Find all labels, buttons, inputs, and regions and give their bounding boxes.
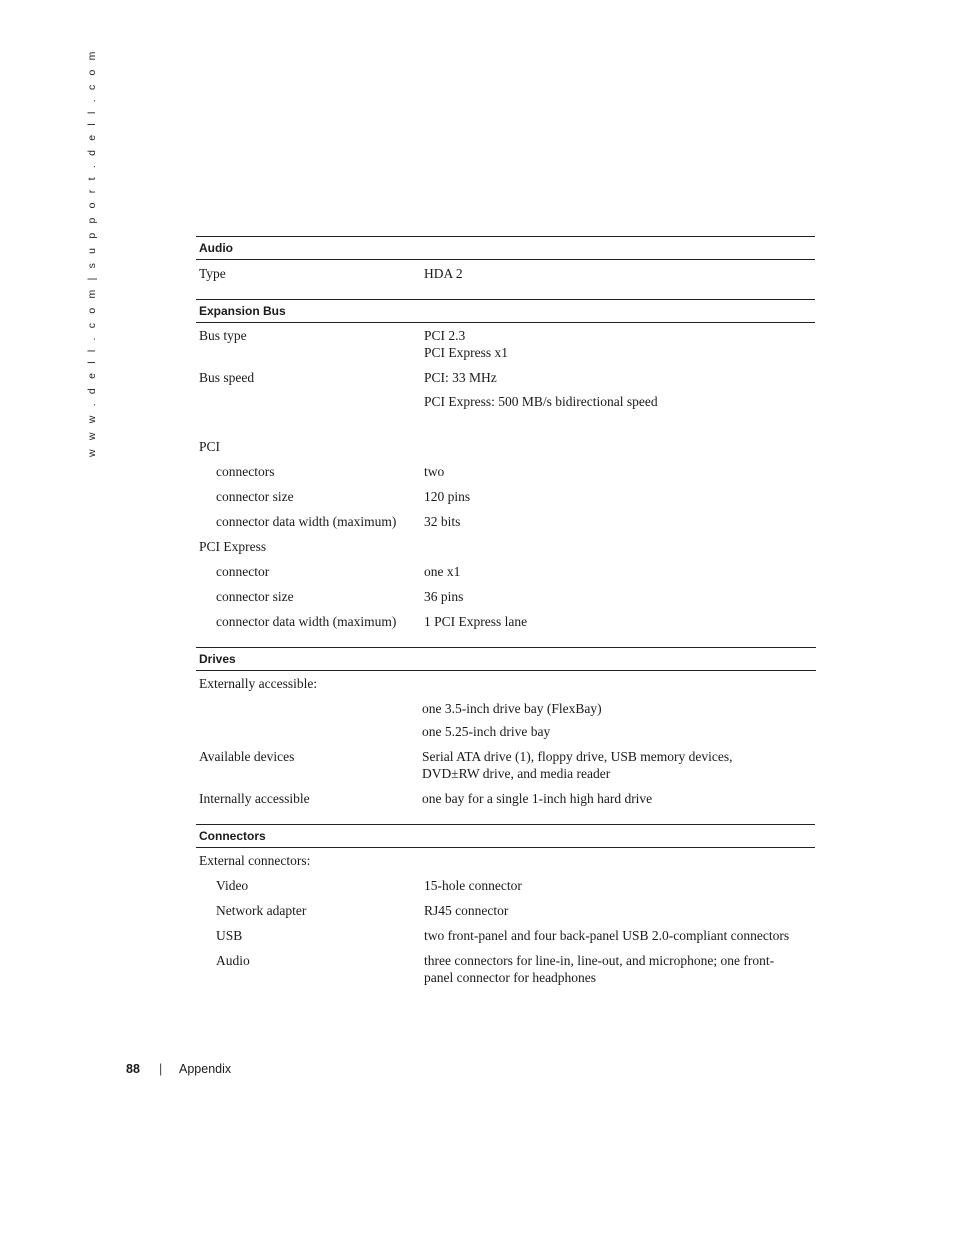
row-label: USB bbox=[216, 928, 243, 943]
row-label: Video bbox=[216, 878, 249, 893]
row-label: connector bbox=[216, 564, 270, 579]
row-value: HDA 2 bbox=[424, 266, 463, 281]
row-label: connectors bbox=[216, 464, 275, 479]
row-value: DVD±RW drive, and media reader bbox=[422, 766, 611, 781]
side-url: w w w . d e l l . c o m | s u p p o r t . d e l l . c o m bbox=[86, 48, 98, 457]
row-value: two front-panel and four back-panel USB 2.0-compliant connectors bbox=[424, 928, 790, 943]
section-heading-drives: Drives bbox=[196, 647, 816, 671]
row-label: connector size bbox=[216, 589, 294, 604]
row-value: PCI Express x1 bbox=[424, 345, 508, 360]
row-label: Network adapter bbox=[216, 903, 307, 918]
row-value: PCI Express: 500 MB/s bidirectional speed bbox=[424, 394, 658, 409]
page-footer bbox=[126, 1062, 232, 1076]
row-value: RJ45 connector bbox=[424, 903, 509, 918]
footer-section-title: Appendix bbox=[179, 1062, 232, 1076]
row-value: 32 bits bbox=[424, 514, 461, 529]
row-label: Externally accessible: bbox=[199, 676, 318, 691]
section-heading-audio: Audio bbox=[196, 236, 815, 260]
row-label: Type bbox=[199, 266, 226, 281]
row-label: PCI Express bbox=[199, 539, 267, 554]
row-value: one 5.25-inch drive bay bbox=[422, 724, 551, 739]
row-value: two bbox=[424, 464, 445, 479]
row-label: Internally accessible bbox=[199, 791, 310, 806]
page-number: 88 bbox=[126, 1062, 140, 1076]
row-value: panel connector for headphones bbox=[424, 970, 597, 985]
footer-separator: | bbox=[159, 1062, 163, 1076]
row-value: 36 pins bbox=[424, 589, 464, 604]
row-value: one bay for a single 1-inch high hard drive bbox=[422, 791, 653, 806]
row-value: 15-hole connector bbox=[424, 878, 522, 893]
row-value: PCI 2.3 bbox=[424, 328, 466, 343]
row-value: one x1 bbox=[424, 564, 461, 579]
row-label: connector size bbox=[216, 489, 294, 504]
row-value: one 3.5-inch drive bay (FlexBay) bbox=[422, 701, 602, 716]
row-label: connector data width (maximum) bbox=[216, 514, 397, 529]
row-label: Audio bbox=[216, 953, 250, 968]
row-label: External connectors: bbox=[199, 853, 311, 868]
row-label: Available devices bbox=[199, 749, 295, 764]
row-value: 1 PCI Express lane bbox=[424, 614, 528, 629]
row-label: Bus speed bbox=[199, 370, 255, 385]
row-value: Serial ATA drive (1), floppy drive, USB memory devices, bbox=[422, 749, 733, 764]
row-label: connector data width (maximum) bbox=[216, 614, 397, 629]
row-label: PCI bbox=[199, 439, 221, 454]
row-label: Bus type bbox=[199, 328, 247, 343]
section-heading-connectors: Connectors bbox=[196, 824, 815, 848]
row-value: 120 pins bbox=[424, 489, 471, 504]
row-value: PCI: 33 MHz bbox=[424, 370, 497, 385]
row-value: three connectors for line-in, line-out, and microphone; one front- bbox=[424, 953, 775, 968]
section-heading-expansion-bus: Expansion Bus bbox=[196, 299, 815, 323]
